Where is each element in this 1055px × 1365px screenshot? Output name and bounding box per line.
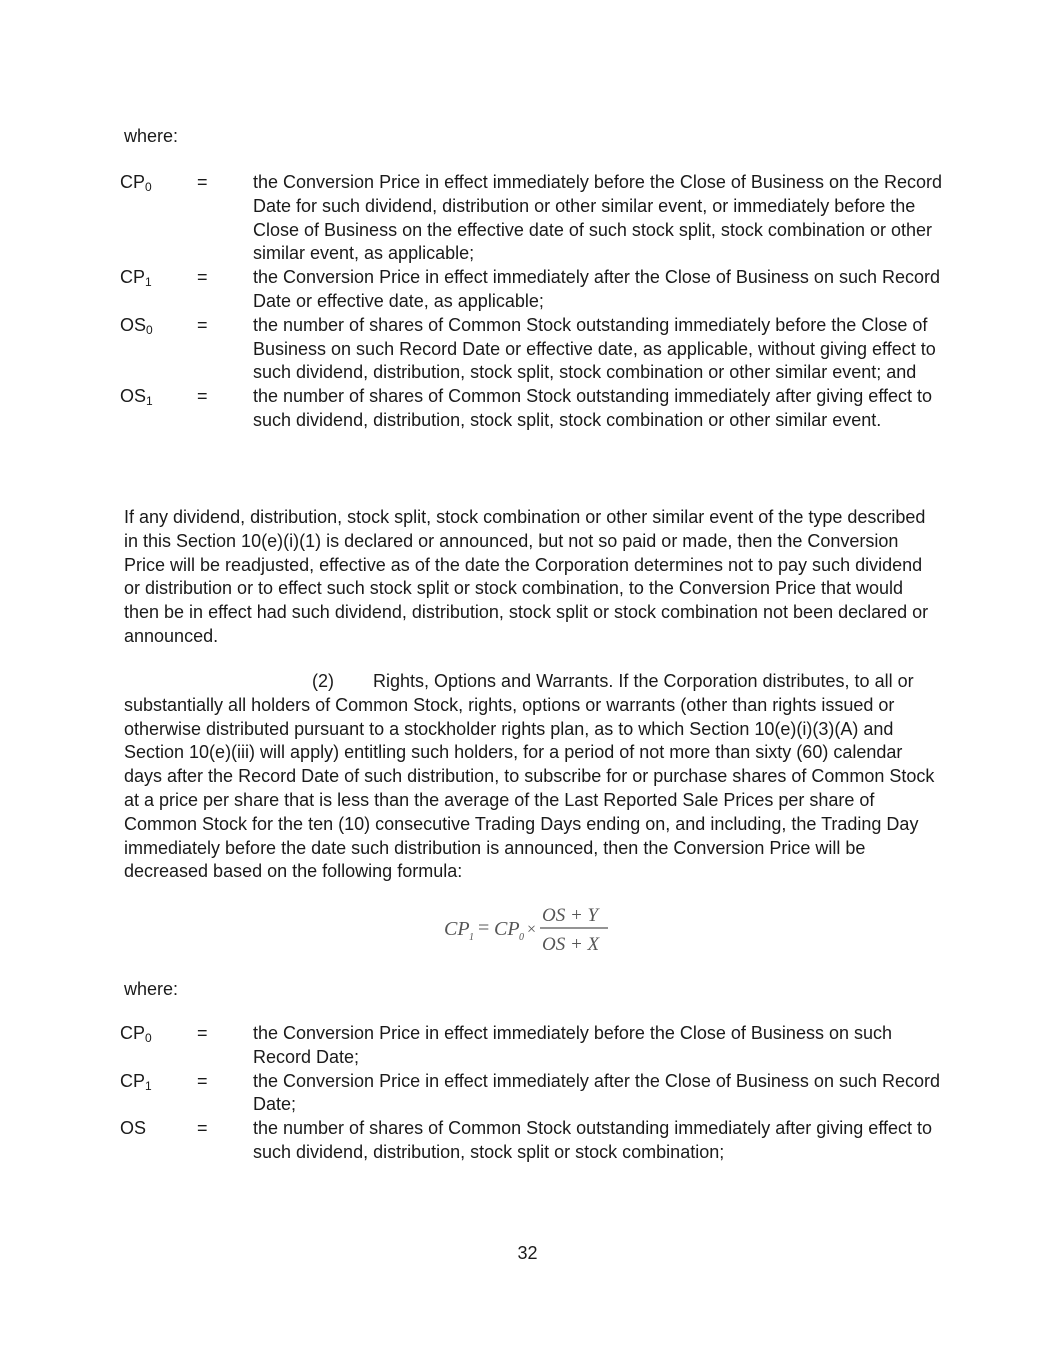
definition-symbol: $CP_1$ [120, 1070, 152, 1093]
formula-rhs: CP [494, 918, 520, 940]
definition-symbol: $CP_0$ [120, 1023, 152, 1045]
definition-text: the Conversion Price in effect immediately after the Close of Business on such Record Date or effective date, as applicable; [253, 267, 941, 311]
section-rights-options-warrants [124, 670, 939, 884]
equals-sign: = [197, 386, 208, 407]
definition-symbol: $OS_1$ [120, 386, 153, 409]
equals-sign: = [197, 1118, 208, 1139]
section-number: (2) [312, 671, 334, 691]
formula-denominator: OS + X [542, 934, 600, 955]
equals-sign: = [197, 1070, 208, 1091]
formula-equals: = [478, 917, 490, 939]
definition-row-os0 [120, 314, 950, 385]
definition-list-1 [120, 171, 950, 433]
definition-text: the Conversion Price in effect immediately before the Close of Business on such Record Date; [253, 1023, 892, 1067]
where-label: where: [124, 979, 179, 999]
definition-symbol: OS [120, 1118, 147, 1139]
equals-sign: = [197, 267, 208, 288]
definition-list-2 [120, 1022, 950, 1165]
formula-lhs-subscript: 1 [469, 932, 474, 943]
definition-row-os [120, 1117, 950, 1165]
definition-symbol: $CP_1$ [120, 267, 152, 290]
formula-numerator: OS + Y [542, 905, 599, 926]
formula-rhs-subscript: 0 [519, 932, 524, 943]
definition-symbol: $CP_0$ [120, 172, 152, 194]
equals-sign: = [197, 1023, 208, 1043]
equals-sign: = [197, 314, 208, 335]
definition-row-cp0 [120, 1022, 950, 1070]
equals-sign: = [197, 172, 208, 192]
definition-text: the number of shares of Common Stock outstanding immediately after giving effect to such dividend, distribution, stock split, stock combination or other similar event. [253, 386, 933, 430]
definition-row-cp0 [120, 171, 950, 266]
where-label: where: [124, 126, 179, 146]
definition-text: the number of shares of Common Stock outstanding immediately after giving effect to such dividend, distribution, stock split or stock combination; [253, 1118, 933, 1162]
formula-lhs: CP [444, 918, 470, 940]
readjustment-paragraph: If any dividend, distribution, stock split, stock combination or other similar event of the type described in this Section 10(e)(i)(1) is declared or announced, but not so paid or made, then the Conversion Price will be readjusted, effective as of the date the Corporation determines not to pay such dividend or distribution or to effect such stock split or stock combination, to the Conversion Price that would then be in effect had such dividend, distribution, stock split or stock combination not been declared or announced. [124, 507, 929, 646]
definition-symbol: $OS_0$ [120, 314, 153, 337]
definition-row-os1 [120, 385, 950, 433]
definition-row-cp1 [120, 1070, 950, 1118]
conversion-formula [440, 902, 620, 958]
formula-times: × [527, 921, 537, 938]
definition-text: the Conversion Price in effect immediately after the Close of Business on such Record Date; [253, 1070, 941, 1115]
definition-text: the number of shares of Common Stock outstanding immediately before the Close of Business on such Record Date or effective date, as applicable, without giving effect to such dividend, distribution, stock split, stock combination or other similar event; and [253, 314, 936, 383]
definition-row-cp1 [120, 266, 950, 314]
definition-text: the Conversion Price in effect immediately before the Close of Business on the Record Date for such dividend, distribution or other similar event, or immediately before the Close of Business on the effective date of such stock split, stock combination or other similar event, as applicable; [253, 172, 943, 264]
section-text: Rights, Options and Warrants. If the Corporation distributes, to all or substantially all holders of Common Stock, rights, options or warrants (other than rights issued or otherwise distributed pursuant to a stockholder rights plan, as to which Section 10(e)(i)(3)(A) and Section 10(e)(iii) will apply) entitling such holders, for a period of not more than sixty (60) calendar days after the Record Date of such distribution, to subscribe for or purchase shares of Common Stock at a price per share that is less than the average of the Last Reported Sale Prices per share of Common Stock for the ten (10) consecutive Trading Days ending on, and including, the Trading Day immediately before the date such distribution is announced, then the Conversion Price will be decreased based on the following formula: [124, 671, 935, 882]
page-number: 32 [517, 1243, 538, 1263]
